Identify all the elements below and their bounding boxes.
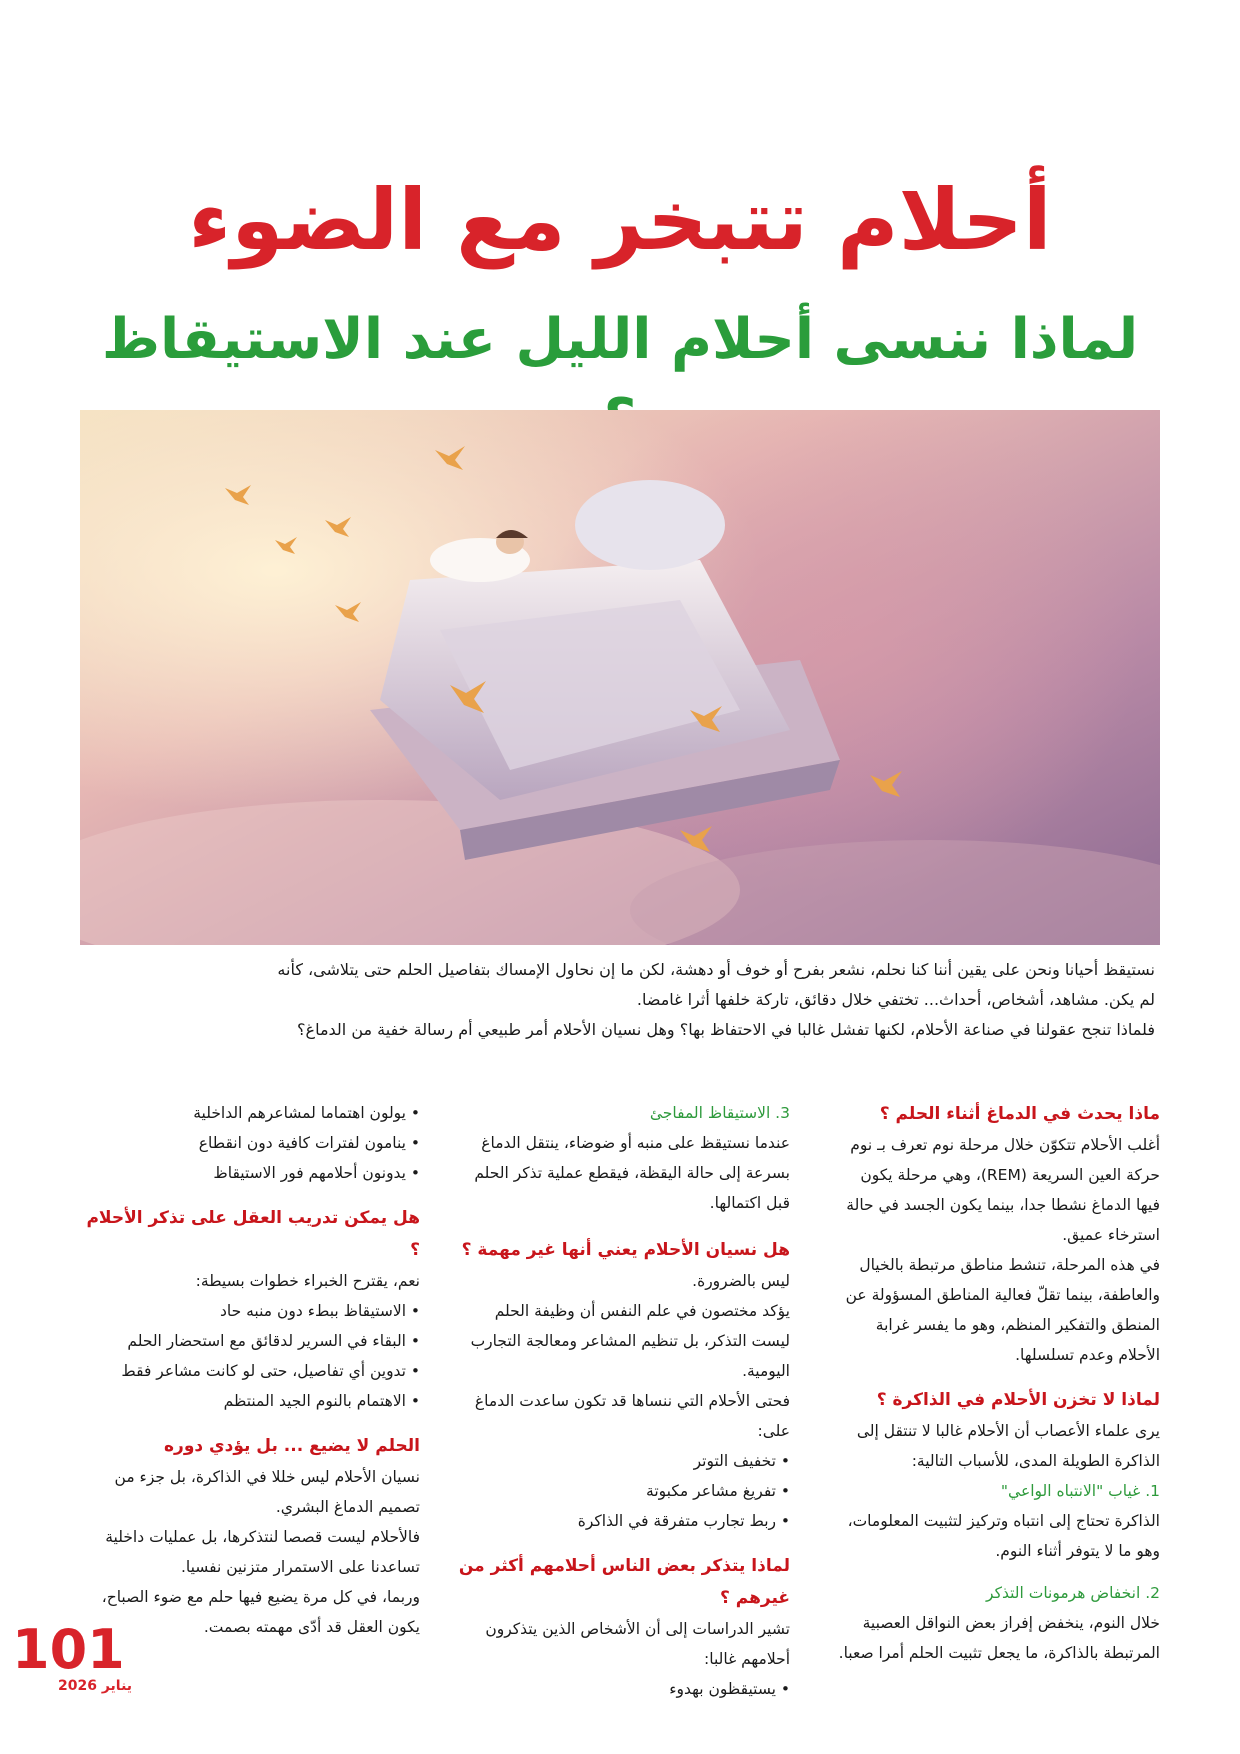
list-item: • ينامون لفترات كافية دون انقطاع <box>80 1128 420 1158</box>
body-paragraph: أغلب الأحلام تتكوّن خلال مرحلة نوم تعرف بـ نوم حركة العين السريعة (REM)، وهي مرحلة يكون فيها الدماغ نشطا جدا، بينما يكون الجسد في حالة استرخاء عميق. <box>846 1136 1160 1244</box>
section-heading: لماذا لا تخزن الأحلام في الذاكرة ؟ <box>876 1390 1160 1410</box>
page-number: 101 <box>12 1618 125 1681</box>
effects-list <box>455 1446 790 1536</box>
list-item: • يدونون أحلامهم فور الاستيقاظ <box>80 1158 420 1188</box>
body-paragraph: في هذه المرحلة، تنشط مناطق مرتبطة بالخيال والعاطفة، بينما تقلّ فعالية المناطق المسؤولة عن المنطق والتفكير المنظم، وهو ما يفسر غرابة الأحلام وعدم تسلسلها. <box>845 1256 1160 1364</box>
body-paragraph: ليس بالضرورة. <box>692 1272 790 1290</box>
traits-list <box>455 1674 790 1704</box>
pillow <box>575 480 725 570</box>
list-item: • يولون اهتماما لمشاعرهم الداخلية <box>80 1098 420 1128</box>
column-right <box>835 1098 1160 1668</box>
section-heading: الحلم لا يضيع ... بل يؤدي دوره <box>164 1436 420 1456</box>
body-paragraph: وربما، في كل مرة يضيع فيها حلم مع ضوء الصباح، يكون العقل قد أدّى مهمته بصمت. <box>101 1588 420 1636</box>
dream-bed-illustration <box>80 410 1160 945</box>
body-paragraph: فالأحلام ليست قصصا لنتذكرها، بل عمليات داخلية تساعدنا على الاستمرار متزنين نفسيا. <box>105 1528 420 1576</box>
body-paragraph: نعم، يقترح الخبراء خطوات بسيطة: <box>195 1272 420 1290</box>
list-item: • البقاء في السرير لدقائق مع استحضار الحلم <box>80 1326 420 1356</box>
section-heading: لماذا يتذكر بعض الناس أحلامهم أكثر من غيرهم ؟ <box>458 1556 790 1608</box>
numbered-subheading: 3. الاستيقاظ المفاجئ <box>649 1104 790 1122</box>
list-item: • تفريغ مشاعر مكبوتة <box>455 1476 790 1506</box>
list-item: • تدوين أي تفاصيل، حتى لو كانت مشاعر فقط <box>80 1356 420 1386</box>
hero-image <box>80 410 1160 945</box>
page-subheadline: لماذا ننسى أحلام الليل عند الاستيقاظ <box>101 307 1139 372</box>
page-headline: أحلام تتبخر مع الضوء <box>188 171 1052 269</box>
list-item: • يستيقظون بهدوء <box>455 1674 790 1704</box>
intro-paragraph: نستيقظ أحيانا ونحن على يقين أننا كنا نحلم، نشعر بفرح أو خوف أو دهشة، لكن ما إن نحاول الإمساك بتفاصيل الحلم حتى يتلاشى، كأنه لم يكن. مشاهد، أشخاص، أحداث... تختفي خلال دقائق، تاركة خلفها أثرا غامضا. <box>277 960 1155 1009</box>
list-item: • الاهتمام بالنوم الجيد المنتظم <box>80 1386 420 1416</box>
column-middle <box>455 1098 790 1704</box>
body-paragraph: نسيان الأحلام ليس خللا في الذاكرة، بل جزء من تصميم الدماغ البشري. <box>114 1468 420 1516</box>
section-heading: هل يمكن تدريب العقل على تذكر الأحلام ؟ <box>86 1208 420 1260</box>
traits-list-continued <box>80 1098 420 1188</box>
body-paragraph: تشير الدراسات إلى أن الأشخاص الذين يتذكرون أحلامهم غالبا: <box>485 1620 790 1668</box>
steps-list <box>80 1296 420 1416</box>
body-paragraph: خلال النوم، ينخفض إفراز بعض النواقل العصبية المرتبطة بالذاكرة، ما يجعل تثبيت الحلم أمرا صعبا. <box>838 1614 1160 1662</box>
intro-paragraphs <box>260 955 1155 1045</box>
intro-paragraph: فلماذا تنجح عقولنا في صناعة الأحلام، لكنها تفشل غالبا في الاحتفاظ بها؟ وهل نسيان الأحلام أمر طبيعي أم رسالة خفية من الدماغ؟ <box>297 1020 1155 1039</box>
list-item: • ربط تجارب متفرقة في الذاكرة <box>455 1506 790 1536</box>
body-paragraph: يؤكد مختصون في علم النفس أن وظيفة الحلم ليست التذكر، بل تنظيم المشاعر ومعالجة التجارب اليومية. <box>470 1302 790 1380</box>
section-heading: هل نسيان الأحلام يعني أنها غير مهمة ؟ <box>461 1240 790 1260</box>
body-paragraph: الذاكرة تحتاج إلى انتباه وتركيز لتثبيت المعلومات، وهو ما لا يتوفر أثناء النوم. <box>847 1512 1160 1560</box>
column-left <box>80 1098 420 1642</box>
numbered-subheading: 2. انخفاض هرمونات التذكر <box>986 1584 1160 1602</box>
issue-date: يناير 2026 <box>58 1678 133 1694</box>
body-paragraph: يرى علماء الأعصاب أن الأحلام غالبا لا تنتقل إلى الذاكرة الطويلة المدى، للأسباب التالية: <box>856 1422 1160 1470</box>
body-paragraph: عندما نستيقظ على منبه أو ضوضاء، ينتقل الدماغ بسرعة إلى حالة اليقظة، فيقطع عملية تذكر الحلم قبل اكتمالها. <box>474 1134 790 1212</box>
body-paragraph: فحتى الأحلام التي ننساها قد تكون ساعدت الدماغ على: <box>474 1392 790 1440</box>
section-heading: ماذا يحدث في الدماغ أثناء الحلم ؟ <box>879 1104 1160 1124</box>
list-item: • تخفيف التوتر <box>455 1446 790 1476</box>
list-item: • الاستيقاظ ببطء دون منبه حاد <box>80 1296 420 1326</box>
numbered-subheading: 1. غياب "الانتباه الواعي" <box>1000 1482 1160 1500</box>
